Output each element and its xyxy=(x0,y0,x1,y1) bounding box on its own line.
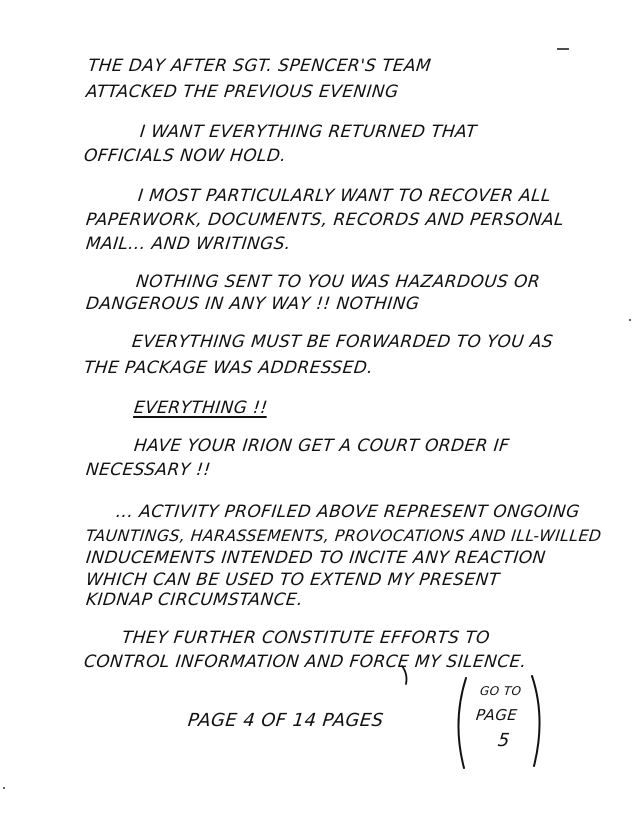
scan-mark-dot xyxy=(628,318,632,322)
text-line: THE DAY AFTER SGT. SPENCER'S TEAM xyxy=(86,56,433,76)
text-line: THEY FURTHER CONSTITUTE EFFORTS TO xyxy=(120,628,491,648)
text-line: MAIL... AND WRITINGS. xyxy=(84,234,292,254)
text-line: NECESSARY !! xyxy=(84,460,212,480)
text-line: KIDNAP CIRCUMSTANCE. xyxy=(84,590,304,610)
text-line: NOTHING SENT TO YOU WAS HAZARDOUS OR xyxy=(134,272,542,292)
scan-mark-dot xyxy=(2,786,6,790)
text-line: INDUCEMENTS INTENDED TO INCITE ANY REACTION xyxy=(84,548,547,568)
text-line: ATTACKED THE PREVIOUS EVENING xyxy=(84,82,400,102)
go-to-page-number: 5 xyxy=(496,730,511,751)
pen-stroke xyxy=(398,664,418,686)
text-line: EVERYTHING !! xyxy=(132,398,269,418)
text-line: WHICH CAN BE USED TO EXTEND MY PRESENT xyxy=(84,570,501,590)
page-count-label: PAGE 4 OF 14 PAGES xyxy=(186,710,385,731)
go-to-line: GO TO xyxy=(479,684,523,698)
text-line: CONTROL INFORMATION AND FORCE MY SILENCE. xyxy=(82,652,528,672)
scan-mark-dash xyxy=(556,46,570,52)
text-line: ... ACTIVITY PROFILED ABOVE REPRESENT ONGOING xyxy=(114,502,581,522)
text-line: OFFICIALS NOW HOLD. xyxy=(82,146,288,166)
text-line: EVERYTHING MUST BE FORWARDED TO YOU AS xyxy=(130,332,555,352)
go-to-page-label: PAGE xyxy=(475,706,519,724)
text-line: THE PACKAGE WAS ADDRESSED. xyxy=(82,358,375,378)
text-line: PAPERWORK, DOCUMENTS, RECORDS AND PERSONAL xyxy=(84,210,566,230)
text-line: DANGEROUS IN ANY WAY !! NOTHING xyxy=(84,294,421,314)
text-line: I MOST PARTICULARLY WANT TO RECOVER ALL xyxy=(136,186,553,206)
text-line: TAUNTINGS, HARASSEMENTS, PROVOCATIONS AND ILL-WILLED xyxy=(85,526,603,545)
text-line: HAVE YOUR IRION GET A COURT ORDER IF xyxy=(132,436,511,456)
text-line: I WANT EVERYTHING RETURNED THAT xyxy=(138,122,478,142)
